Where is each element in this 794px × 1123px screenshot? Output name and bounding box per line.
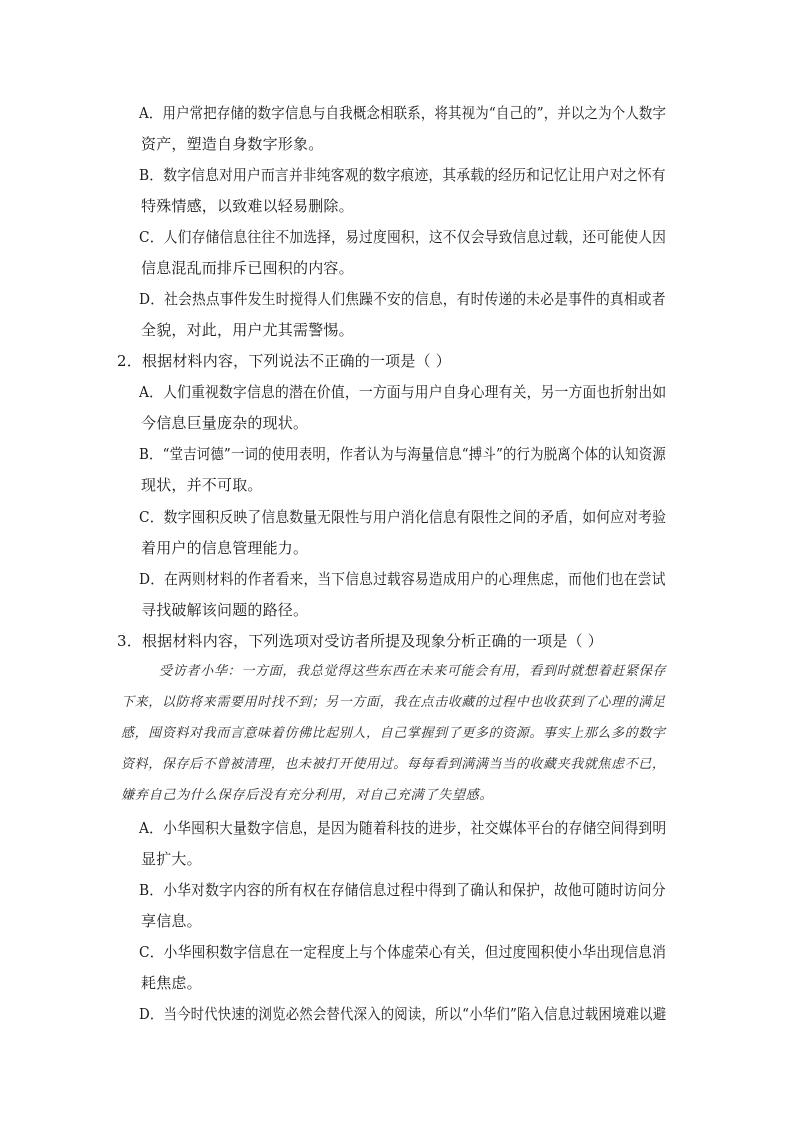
q1-option-d-line2: 全貌，对此，用户尤其需警惕。: [141, 321, 354, 339]
q3-option-a-line1: A．小华囤积大量数字信息，是因为随着科技的进步，社交媒体平台的存储空间得到明: [139, 819, 667, 837]
q1-option-b-line1: B．数字信息对用户而言并非纯客观的数字痕迹，其承载的经历和记忆让用户对之怀有: [139, 166, 666, 184]
q2-option-d-line2: 寻找破解该问题的路径。: [141, 601, 309, 619]
q1-option-b-line2: 特殊情感，以致难以轻易删除。: [141, 197, 354, 215]
q3-option-d-line1: D．当今时代快速的浏览必然会替代深入的阅读，所以“小华们”陷入信息过载困境难以避: [139, 1005, 667, 1023]
interview-quote-line1: 受访者小华：一方面，我总觉得这些东西在未来可能会有用，看到时就想着赶紧保存: [159, 664, 667, 679]
q3-option-c-line1: C．小华囤积数字信息在一定程度上与个体虚荣心有关，但过度囤积使小华出现信息消: [139, 943, 667, 961]
q3-option-b-line2: 享信息。: [141, 912, 202, 930]
q2-option-b-line2: 现状，并不可取。: [141, 476, 263, 494]
q1-option-c-line2: 信息混乱而排斥已囤积的内容。: [141, 259, 354, 277]
q2-option-c-line1: C．数字囤积反映了信息数量无限性与用户消化信息有限性之间的矛盾，如何应对考验: [139, 508, 667, 526]
q1-option-a-line1: A．用户常把存储的数字信息与自我概念相联系，将其视为“自己的”，并以之为个人数字: [139, 104, 667, 122]
q2-option-a-line2: 今信息巨量庞杂的现状。: [141, 414, 309, 432]
q3-option-c-line2: 耗焦虑。: [141, 974, 202, 992]
interview-quote-line2: 下来，以防将来需要用时找不到；另一方面，我在点击收藏的过程中也收获到了心理的满足: [121, 695, 666, 710]
question-3-stem: 3．根据材料内容，下列选项对受访者所提及现象分析正确的一项是（ ）: [117, 632, 603, 650]
interview-quote-line5: 嫌弃自己为什么保存后没有充分利用，对自己充满了失望感。: [121, 788, 494, 803]
q1-option-d-line1: D．社会热点事件发生时搅得人们焦躁不安的信息，有时传递的未必是事件的真相或者: [139, 290, 666, 308]
q3-option-a-line2: 显扩大。: [141, 850, 202, 868]
interview-quote-line4: 资料，保存后不曾被清理，也未被打开使用过。每每看到满满当当的收藏夹我就焦虑不已，: [121, 757, 666, 772]
q2-option-b-line1: B．“堂吉诃德”一词的使用表明，作者认为与海量信息“搏斗”的行为脱离个体的认知资源: [139, 445, 666, 463]
q3-option-b-line1: B．小华对数字内容的所有权在存储信息过程中得到了确认和保护，故他可随时访问分: [139, 881, 666, 899]
q2-option-c-line2: 着用户的信息管理能力。: [141, 539, 309, 557]
q2-option-a-line1: A．人们重视数字信息的潜在价值，一方面与用户自身心理有关，另一方面也折射出如: [139, 383, 667, 401]
question-2-stem: 2．根据材料内容，下列说法不正确的一项是（ ）: [117, 352, 451, 370]
q1-option-a-line2: 资产，塑造自身数字形象。: [141, 135, 324, 153]
interview-quote-line3: 感，囤资料对我而言意味着仿佛比起别人，自己掌握到了更多的资源。事实上那么多的数字: [121, 726, 666, 741]
q2-option-d-line1: D．在两则材料的作者看来，当下信息过载容易造成用户的心理焦虑，而他们也在尝试: [139, 570, 666, 588]
q1-option-c-line1: C．人们存储信息往往不加选择，易过度囤积，这不仅会导致信息过载，还可能使人因: [139, 228, 667, 246]
